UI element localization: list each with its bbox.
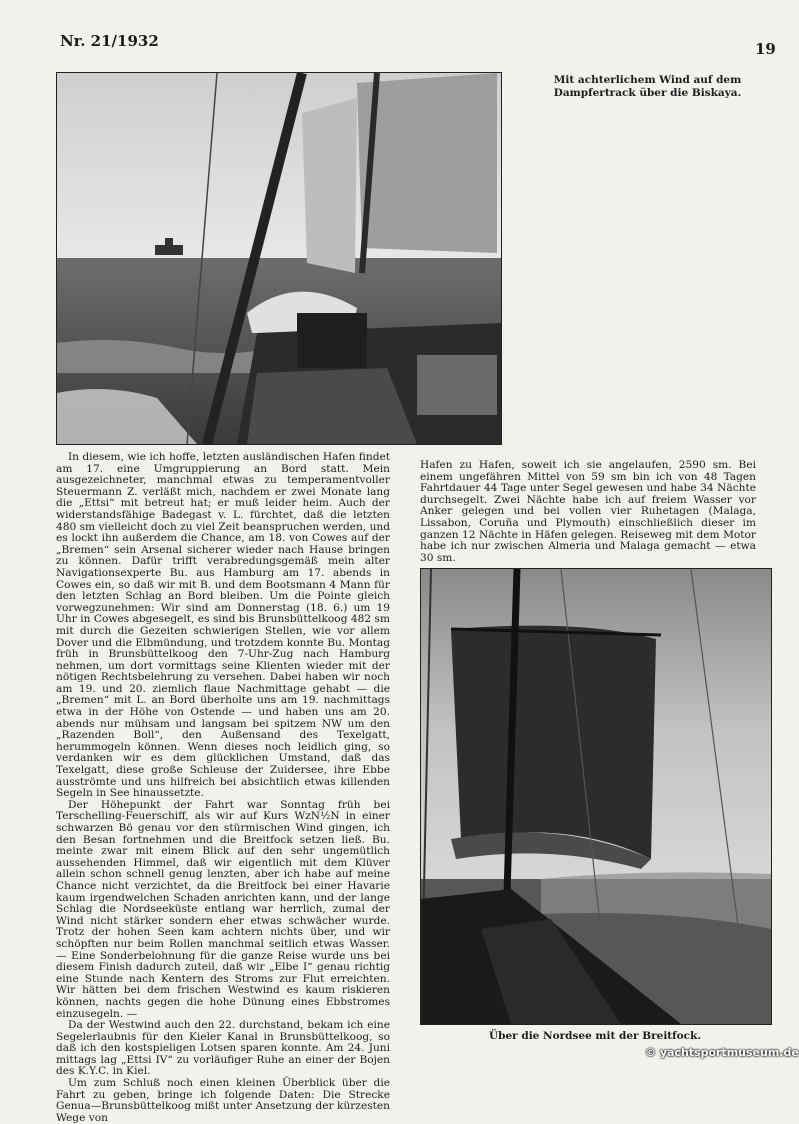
issue-number: Nr. 21/1932 <box>60 32 159 50</box>
photo-northsea-caption: Über die Nordsee mit der Breitfock. <box>488 1030 702 1042</box>
photo-biscay-yacht <box>56 72 502 445</box>
photo-northsea-breitfock-image <box>421 569 771 1024</box>
photo-biscay-yacht-image <box>57 73 501 444</box>
page-number: 19 <box>755 40 776 58</box>
watermark: © yachtsportmuseum.de <box>645 1046 799 1059</box>
paragraph: Da der Westwind auch den 22. durchstand, bekam ich eine Segelerlaubnis für den Kieler Kanal in Brunsbüttelkoog, so daß ich den kostspieligen Lotsen sparen konnte. Am 24. Juni mittags lag „Ettsi IV“ zu vorläufiger Ruhe an einer der Bojen des K.Y.C. in Kiel. <box>56 1019 390 1078</box>
paragraph: Um zum Schluß noch einen kleinen Überblick über die Fahrt zu geben, bringe ich folgende Daten: Die Strecke Genua—Brunsbüttelkoog mißt unter Ansetzung der kürzesten Wege von <box>56 1077 390 1124</box>
paragraph: In diesem, wie ich hoffe, letzten ausländischen Hafen findet am 17. eine Umgruppierung an Bord statt. Mein ausgezeichneter, manchmal etwas zu temperamentvoller Steuermann Z. verläßt mich, nachdem er zwei Monate lang die „Ettsi“ mit betreut hat; er muß leider heim. Auch der widerstandsfähige Badegast v. L. fürchtet, daß die letzten 480 sm vielleicht doch zu viel Zeit beanspruchen werden, und es lockt ihn außerdem die Chance, am 18. von Cowes auf der „Bremen“ sein Arsenal sicherer wieder nach Hause bringen zu können. Dafür trifft verabredungsgemäß mein alter Navigationsexperte Bu. aus Hamburg am 17. abends in Cowes ein, so daß wir mit B. und dem Bootsmann 4 Mann für den letzten Schlag an Bord bleiben. Um die Pointe gleich vorwegzunehmen: Wir sind am Donnerstag (18. 6.) um 19 Uhr in Cowes abgesegelt, es sind bis Brunsbüttelkoog 482 sm mit durch die Gezeiten schwierigen Stellen, wie vor allem Dover und die Elbmündung, und trotzdem konnte Bu. Montag früh in Brunsbüttelkoog den 7-Uhr-Zug nach Hamburg nehmen, um dort vormittags seine Klienten wieder mit der nötigen Rechtsbelehrung zu versehen. Dabei haben wir noch am 19. und 20. ziemlich flaue Nachmittage gehabt — die „Bremen“ mit L. an Bord überholte uns am 19. nachmittags etwa in der Höhe von Ostende — und haben uns am 20. abends nur mühsam und langsam bei spitzem NW um den „Razenden Boll“, den Außensand des Texelgatt, herummogeln können. Wenn dieses noch leidlich ging, so verdanken wir es dem glücklichen Umstand, daß das Texelgatt, diese große Schleuse der Zuidersee, ihre Ebbe ausströmte und uns hilfreich bei absichtlich etwas killenden Segeln in See hinaussetzte. <box>56 451 390 800</box>
photo-northsea-breitfock <box>420 568 772 1025</box>
article-left-column <box>56 452 390 1124</box>
paragraph: Der Höhepunkt der Fahrt war Sonntag früh bei Terschelling-Feuerschiff, als wir auf Kurs WzN½N in einer schwarzen Bö genau vor den stürmischen Wind gingen, ich den Besan fortnehmen und die Breitfock setzen ließ. Bu. meinte zwar mit einem Blick auf den sehr ungemütlich aussehenden Himmel, daß wir eigentlich mit dem Klüver allein schon schnell genug lenzten, aber ich habe auf meine Chance nicht verzichtet, da die Breitfock bei einer Havarie kaum irgendwelchen Schaden anrichten kann, und der lange Schlag die Nordseeküste entlang war herrlich, zumal der Wind nicht stärker sondern eher etwas schwächer wurde. Trotz der hohen Seen kam achtern nichts über, und wir schöpften nur beim Rollen manchmal seitlich etwas Wasser. — Eine Sonderbelohnung für die ganze Reise wurde uns bei diesem Finish dadurch zuteil, daß wir „Elbe I“ genau richtig eine Stunde nach Kentern des Stroms zur Flut erreichten. Wir hätten bei dem frischen Westwind es kaum riskieren können, nachts gegen die hohe Dünung eines Ebbstromes einzusegeln. — <box>56 798 390 1020</box>
paragraph: Hafen zu Hafen, soweit ich sie angelaufen, 2590 sm. Bei einem ungefähren Mittel von 59 sm bin ich von 48 Tagen Fahrtdauer 44 Tage unter Segel gewesen und habe 34 Nächte durchsegelt. Zwei Nächte habe ich auf freiem Wasser vor Anker gelegen und bei vollen vier Ruhetagen (Malaga, Lissabon, Coruña und Plymouth) einschließlich dieser im ganzen 12 Nächte in Häfen gelegen. Reiseweg mit dem Motor habe ich nur zwischen Almeria und Malaga gemacht — etwa 30 sm. <box>420 459 756 564</box>
article-right-column <box>420 460 756 564</box>
photo-biscay-caption: Mit achterlichem Wind auf dem Dampfertrack über die Biskaya. <box>553 74 742 99</box>
